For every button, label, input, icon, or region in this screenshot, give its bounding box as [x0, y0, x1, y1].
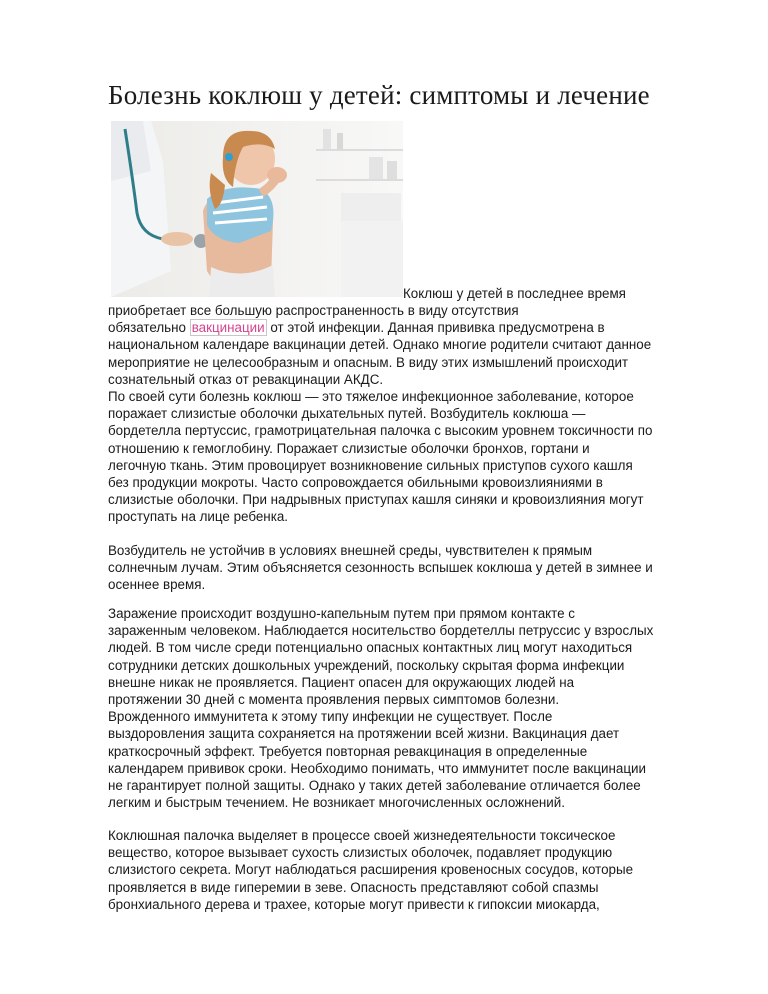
para2-line: Возбудитель не устойчив в условиях внешней среды, чувствителен к прямым	[108, 543, 593, 558]
para4-line: вещество, которое вызывает сухость слизистых оболочек, подавляет продукцию	[108, 845, 613, 861]
para1-line: приобретает все большую распространенность в виду отсутствия	[108, 303, 519, 318]
para3-line: Врожденного иммунитета к этому типу инфекции не существует. После	[108, 709, 553, 725]
para2-line: солнечным лучам. Этим объясняется сезонность вспышек коклюша у детей в зимнее и	[108, 560, 653, 576]
para4-line: слизистого секрета. Могут наблюдаться расширения кровеносных сосудов, которые	[108, 862, 634, 878]
para3-line: краткосрочный эффект. Требуется повторная ревакцинация в определенные	[108, 743, 588, 759]
para3-line: легким и быстрым течением. Не возникает многочисленных осложнений.	[108, 795, 565, 811]
para3-line: внешне никак не проявляется. Пациент опасен для окружающих людей на	[108, 674, 575, 690]
para3-line: Заражение происходит воздушно-капельным путем при прямом контакте с	[108, 606, 576, 621]
vaccination-link[interactable]: вакцинации	[191, 320, 265, 336]
para4-line: бронхиального дерева и трахее, которые могут привести к гипоксии миокарда,	[108, 896, 600, 912]
para1-line: без продукции мокроты. Часто сопровождается обильными кровоизлияниями в	[108, 475, 603, 491]
para1-line: бордетелла пертуссис, грамотрицательная палочка с высоким уровнем токсичности по	[108, 423, 653, 439]
text-span: от этой инфекции. Данная прививка предусмотрена в	[266, 320, 605, 336]
article-title: Болезнь коклюш у детей: симптомы и лечение	[108, 80, 650, 110]
para1-line: национальном календаре вакцинации детей. Однако многие родители считают данное	[108, 337, 652, 353]
doctor-child-illustration	[111, 121, 403, 297]
para4-line: проявляется в виде гиперемии в зеве. Опасность представляют собой спазмы	[108, 879, 599, 895]
paragraph-3	[108, 605, 718, 811]
para1-line	[108, 319, 718, 336]
para1-line: По своей сути болезнь коклюш — это тяжелое инфекционное заболевание, которое	[108, 389, 634, 405]
para2-line: осеннее время.	[108, 577, 206, 593]
paragraph-1	[108, 302, 718, 526]
para1-line: поражает слизистые оболочки дыхательных путей. Возбудитель коклюша —	[108, 406, 586, 422]
para1-line: отношению к гемоглобину. Поражает слизистые оболочки бронхов, гортани и	[108, 440, 590, 456]
paragraph-4	[108, 827, 718, 913]
para3-line: выздоровления защита сохраняется на протяжении всей жизни. Вакцинация дает	[108, 726, 620, 742]
paragraph-2	[108, 542, 718, 594]
para3-line: сотрудники детских дошкольных учреждений, поскольку скрытая форма инфекции	[108, 657, 625, 673]
text-span: обязательно	[108, 320, 190, 336]
para3-line: календарем прививок сроки. Необходимо понимать, что иммунитет после вакцинации	[108, 760, 646, 776]
para3-line: не гарантирует полной защиты. Однако у таких детей заболевание отличается более	[108, 778, 641, 794]
para1-line: легочную ткань. Этим провоцирует возникновение сильных приступов сухого кашля	[108, 457, 633, 473]
para1-first-line: Коклюш у детей в последнее время	[403, 286, 626, 301]
para3-line: протяжении 30 дней с момента проявления первых симптомов болезни.	[108, 692, 560, 708]
para1-line: слизистые оболочки. При надрывных приступах кашля синяки и кровоизлияния могут	[108, 492, 644, 508]
para1-line: мероприятие не целесообразным и опасным. В виду этих измышлений происходит	[108, 354, 629, 370]
article-image	[111, 121, 403, 297]
para4-line: Коклюшная палочка выделяет в процессе своей жизнедеятельности токсическое	[108, 828, 616, 843]
para3-line: зараженным человеком. Наблюдается носительство бордетеллы петруссис у взрослых	[108, 623, 654, 639]
para1-line: сознательный отказ от ревакцинации АКДС.	[108, 371, 384, 387]
para1-line: проступать на лице ребенка.	[108, 509, 289, 525]
para3-line: людей. В том числе среди потенциально опасных контактных лиц могут находиться	[108, 640, 633, 656]
